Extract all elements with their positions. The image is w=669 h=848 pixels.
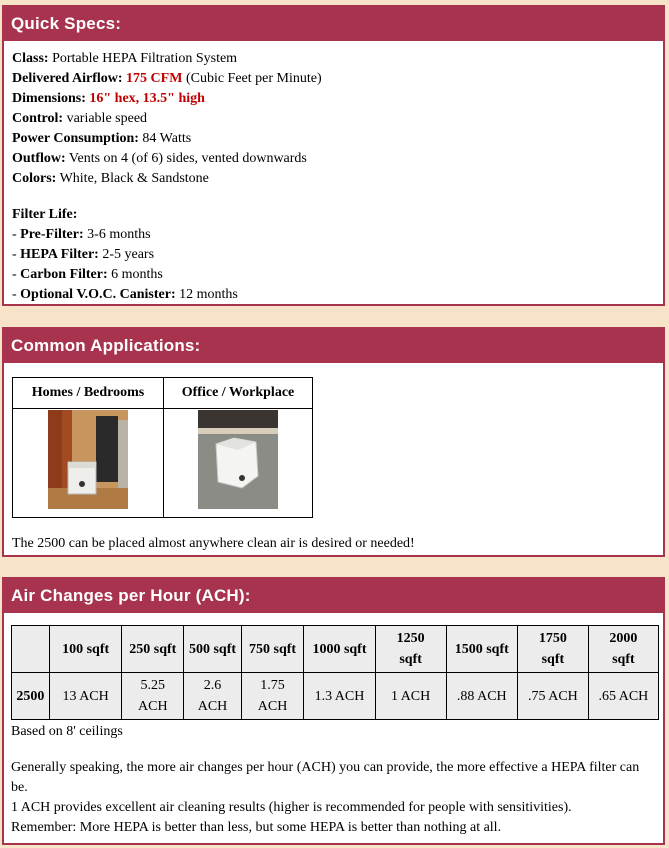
ach-model-cell: 2500 xyxy=(12,673,50,720)
ach-value-cell: 5.25 ACH xyxy=(122,673,184,720)
office-workplace-image xyxy=(198,410,278,509)
ach-table xyxy=(11,625,659,720)
ach-value-cell: 1.75 ACH xyxy=(241,673,303,720)
ach-value-cell: .75 ACH xyxy=(518,673,589,720)
spec-dimensions-value: 16" hex, 13.5" high xyxy=(89,91,205,106)
ach-value-cell: 2.6 ACH xyxy=(184,673,242,720)
ach-header-cell: 1250 sqft xyxy=(375,626,446,673)
filter-value: 2-5 years xyxy=(102,247,155,262)
spec-power xyxy=(12,129,655,149)
homes-bedroom-photo xyxy=(48,410,128,509)
ach-value-cell: 1 ACH xyxy=(375,673,446,720)
applications-col-homes: Homes / Bedrooms xyxy=(13,378,164,409)
quick-specs-title: Quick Specs: xyxy=(4,7,663,41)
quick-specs-body xyxy=(4,41,663,305)
spec-control xyxy=(12,109,655,129)
spec-power-value: 84 Watts xyxy=(142,131,192,146)
spec-class-value: Portable HEPA Filtration System xyxy=(52,51,238,66)
spec-airflow xyxy=(12,69,655,89)
ach-title: Air Changes per Hour (ACH): xyxy=(4,579,663,613)
spec-control-label: Control: xyxy=(12,111,64,126)
filter-item: - Optional V.O.C. Canister: 12 months xyxy=(12,287,238,302)
filter-value: 6 months xyxy=(111,267,163,282)
filter-item: - HEPA Filter: 2-5 years xyxy=(12,247,155,262)
ach-value-cell: .65 ACH xyxy=(588,673,658,720)
spec-dimensions xyxy=(12,89,655,109)
office-workplace-photo xyxy=(198,410,278,509)
ach-header-cell: 250 sqft xyxy=(122,626,184,673)
spec-control-value: variable speed xyxy=(66,111,148,126)
spec-colors-value: White, Black & Sandstone xyxy=(59,171,209,186)
filter-life-heading xyxy=(12,205,655,225)
spec-class-label: Class: xyxy=(12,51,49,66)
ach-value-cell: .88 ACH xyxy=(446,673,517,720)
spec-outflow xyxy=(12,149,655,169)
ach-header-cell: 2000 sqft xyxy=(588,626,658,673)
ach-paragraph: Generally speaking, the more air changes per hour (ACH) you can provide, the more effective a HEPA filter can be. xyxy=(11,760,640,795)
spec-airflow-value: 175 CFM xyxy=(126,71,183,86)
ach-header-cell: 100 sqft xyxy=(49,626,122,673)
spec-colors xyxy=(12,169,655,189)
filter-life-label: Filter Life: xyxy=(12,207,78,222)
filter-value: 12 months xyxy=(179,287,238,302)
spec-airflow-label: Delivered Airflow: xyxy=(12,71,123,86)
filter-item: - Pre-Filter: 3-6 months xyxy=(12,227,151,242)
homes-photo-cell xyxy=(13,409,164,518)
ach-header-cell: 750 sqft xyxy=(241,626,303,673)
ach-body xyxy=(4,613,663,838)
applications-panel xyxy=(2,327,665,557)
ach-data-row xyxy=(12,673,659,720)
ach-value-cell: 13 ACH xyxy=(49,673,122,720)
filter-label: Optional V.O.C. Canister: xyxy=(20,287,176,302)
ach-paragraph: 1 ACH provides excellent air cleaning results (higher is recommended for people with sensitivities). xyxy=(11,800,572,815)
ach-ceiling-note: Based on 8' ceilings xyxy=(11,724,123,739)
spec-outflow-label: Outflow: xyxy=(12,151,66,166)
ach-header-cell xyxy=(12,626,50,673)
ach-panel xyxy=(2,577,665,845)
ach-header-cell: 1000 sqft xyxy=(304,626,375,673)
homes-bedroom-image xyxy=(48,410,128,509)
spec-airflow-note: (Cubic Feet per Minute) xyxy=(185,71,322,86)
ach-value-cell: 1.3 ACH xyxy=(304,673,375,720)
applications-caption: The 2500 can be placed almost anywhere clean air is desired or needed! xyxy=(12,536,415,551)
applications-table xyxy=(12,377,313,518)
office-photo-cell xyxy=(164,409,313,518)
ach-header-cell: 500 sqft xyxy=(184,626,242,673)
ach-header-row xyxy=(12,626,659,673)
spec-outflow-value: Vents on 4 (of 6) sides, vented downwards xyxy=(68,151,307,166)
spec-class xyxy=(12,49,655,69)
ach-header-cell: 1500 sqft xyxy=(446,626,517,673)
filter-value: 3-6 months xyxy=(87,227,151,242)
spec-dimensions-label: Dimensions: xyxy=(12,91,86,106)
ach-header-cell: 1750 sqft xyxy=(518,626,589,673)
filter-label: Carbon Filter: xyxy=(20,267,108,282)
spec-power-label: Power Consumption: xyxy=(12,131,139,146)
applications-title: Common Applications: xyxy=(4,329,663,363)
applications-body xyxy=(4,363,663,554)
applications-col-office: Office / Workplace xyxy=(164,378,313,409)
filter-label: HEPA Filter: xyxy=(20,247,99,262)
quick-specs-panel xyxy=(2,5,665,306)
spec-colors-label: Colors: xyxy=(12,171,57,186)
ach-paragraph: Remember: More HEPA is better than less, but some HEPA is better than nothing at all. xyxy=(11,820,502,835)
filter-item: - Carbon Filter: 6 months xyxy=(12,267,163,282)
filter-label: Pre-Filter: xyxy=(20,227,84,242)
